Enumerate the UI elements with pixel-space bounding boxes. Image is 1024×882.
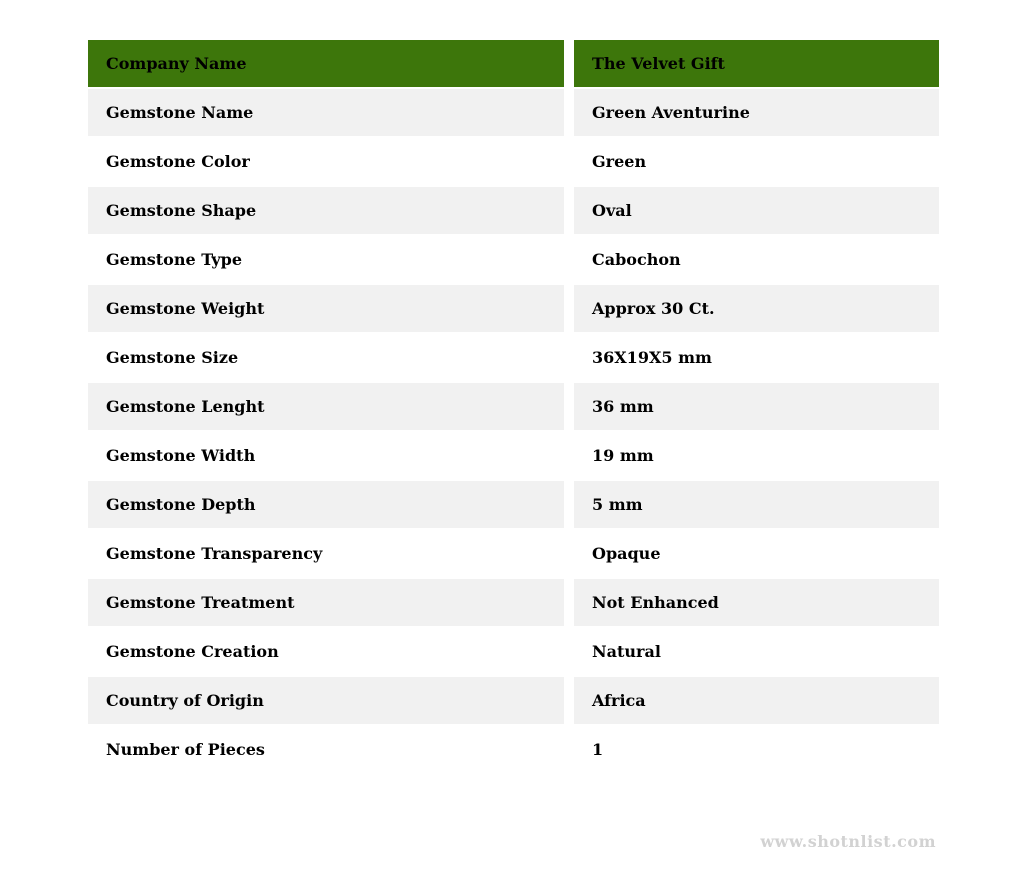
- table-header-row: [88, 40, 939, 89]
- row-label: Gemstone Lenght: [88, 383, 564, 432]
- row-value: Green: [564, 138, 939, 187]
- table-row: [88, 481, 939, 530]
- table-row: [88, 138, 939, 187]
- table-row: [88, 236, 939, 285]
- table-row: [88, 334, 939, 383]
- table-row: [88, 579, 939, 628]
- table-row: [88, 530, 939, 579]
- header-label-cell: Company Name: [88, 40, 564, 89]
- row-value: Cabochon: [564, 236, 939, 285]
- table-row: [88, 726, 939, 775]
- row-value: Not Enhanced: [564, 579, 939, 628]
- table-row: [88, 432, 939, 481]
- table-row: [88, 383, 939, 432]
- row-value: 36X19X5 mm: [564, 334, 939, 383]
- row-label: Gemstone Transparency: [88, 530, 564, 579]
- row-label: Gemstone Type: [88, 236, 564, 285]
- table-row: [88, 628, 939, 677]
- row-label: Gemstone Name: [88, 89, 564, 138]
- row-value: Africa: [564, 677, 939, 726]
- row-value: 5 mm: [564, 481, 939, 530]
- table-row: [88, 285, 939, 334]
- row-value: Oval: [564, 187, 939, 236]
- row-value: Approx 30 Ct.: [564, 285, 939, 334]
- row-label: Gemstone Treatment: [88, 579, 564, 628]
- row-label: Country of Origin: [88, 677, 564, 726]
- table-row: [88, 187, 939, 236]
- table-row: [88, 677, 939, 726]
- table-row: [88, 89, 939, 138]
- row-value: 1: [564, 726, 939, 775]
- row-label: Gemstone Width: [88, 432, 564, 481]
- header-value-cell: The Velvet Gift: [564, 40, 939, 89]
- row-label: Gemstone Creation: [88, 628, 564, 677]
- row-label: Gemstone Size: [88, 334, 564, 383]
- row-label: Number of Pieces: [88, 726, 564, 775]
- row-value: Natural: [564, 628, 939, 677]
- row-value: Opaque: [564, 530, 939, 579]
- row-label: Gemstone Shape: [88, 187, 564, 236]
- watermark-text: www.shotnlist.com: [760, 832, 936, 851]
- row-label: Gemstone Depth: [88, 481, 564, 530]
- row-label: Gemstone Weight: [88, 285, 564, 334]
- row-value: 36 mm: [564, 383, 939, 432]
- gemstone-spec-table: [88, 40, 939, 775]
- row-label: Gemstone Color: [88, 138, 564, 187]
- row-value: Green Aventurine: [564, 89, 939, 138]
- row-value: 19 mm: [564, 432, 939, 481]
